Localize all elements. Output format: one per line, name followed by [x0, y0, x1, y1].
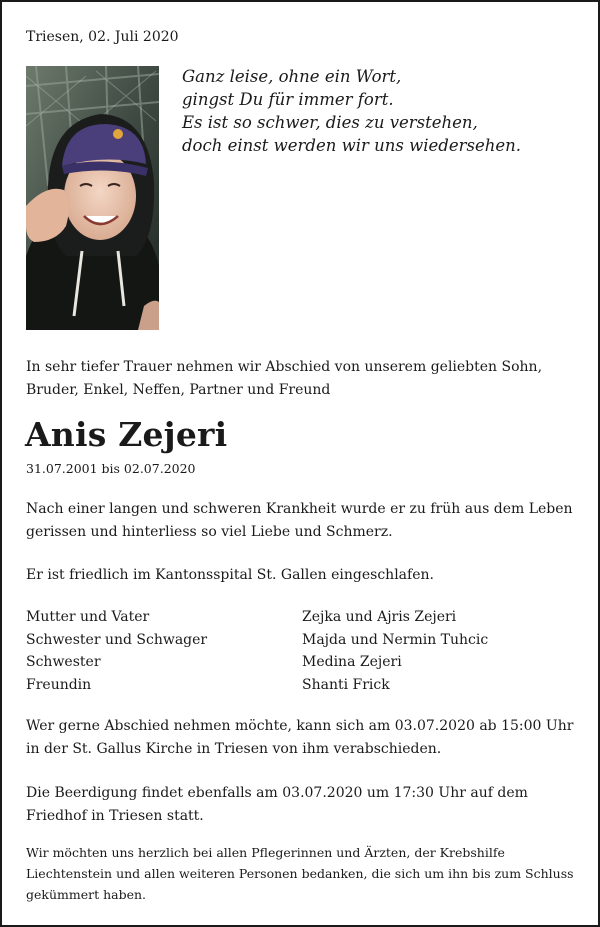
family-row [26, 651, 586, 674]
paragraph-line: Die Beerdigung findet ebenfalls am 03.07.2020 um 17:30 Uhr auf dem [26, 785, 528, 801]
passing-paragraph: Er ist friedlich im Kantonsspital St. Gallen eingeschlafen. [26, 567, 434, 583]
paragraph-line: Wer gerne Abschied nehmen möchte, kann sich am 03.07.2020 ab 15:00 Uhr [26, 718, 574, 734]
burial-paragraph [26, 782, 586, 828]
memorial-poem [182, 65, 521, 157]
deceased-name: Anis Zejeri [25, 415, 228, 454]
intro-line: Bruder, Enkel, Neffen, Partner und Freund [26, 382, 331, 398]
paragraph-line: gerissen und hinterliess so viel Liebe und Schmerz. [26, 524, 393, 540]
family-list [26, 606, 586, 696]
family-relation: Freundin [26, 676, 92, 693]
paragraph-line: Friedhof in Triesen statt. [26, 808, 204, 824]
paragraph-line: in der St. Gallus Kirche in Triesen von ihm verabschieden. [26, 741, 442, 757]
family-relation: Schwester [26, 654, 101, 670]
intro-line: In sehr tiefer Trauer nehmen wir Abschied von unserem geliebten Sohn, [26, 359, 543, 375]
poem-line: Ganz leise, ohne ein Wort, [182, 67, 402, 86]
family-row [26, 629, 586, 652]
family-row [26, 674, 586, 697]
life-dates: 31.07.2001 bis 02.07.2020 [26, 461, 196, 476]
paragraph-line: Wir möchten uns herzlich bei allen Pflegerinnen und Ärzten, der Krebshilfe [26, 845, 505, 860]
intro-text [26, 356, 576, 402]
portrait-photo [26, 66, 159, 330]
family-names: Zejka und Ajris Zejeri [302, 609, 457, 625]
family-names: Shanti Frick [302, 676, 390, 693]
family-names: Medina Zejeri [302, 654, 402, 670]
paragraph-line: Liechtenstein und allen weiteren Personen bedanken, die sich um ihn bis zum Schluss [26, 866, 574, 881]
paragraph-line: gekümmert haben. [26, 887, 147, 902]
poem-line: Es ist so schwer, dies zu verstehen, [182, 113, 478, 132]
portrait-illustration [26, 66, 159, 330]
family-row [26, 606, 586, 629]
place-date: Triesen, 02. Juli 2020 [26, 29, 179, 45]
family-relation: Schwester und Schwager [26, 631, 208, 648]
paragraph-line: Nach einer langen und schweren Krankheit wurde er zu früh aus dem Leben [26, 501, 573, 517]
family-relation: Mutter und Vater [26, 609, 150, 625]
poem-line: doch einst werden wir uns wiedersehen. [182, 136, 521, 155]
illness-paragraph [26, 498, 586, 544]
poem-line: gingst Du für immer fort. [182, 90, 394, 109]
thanks-paragraph [26, 842, 576, 905]
family-names: Majda und Nermin Tuhcic [302, 631, 489, 648]
farewell-paragraph [26, 715, 586, 761]
